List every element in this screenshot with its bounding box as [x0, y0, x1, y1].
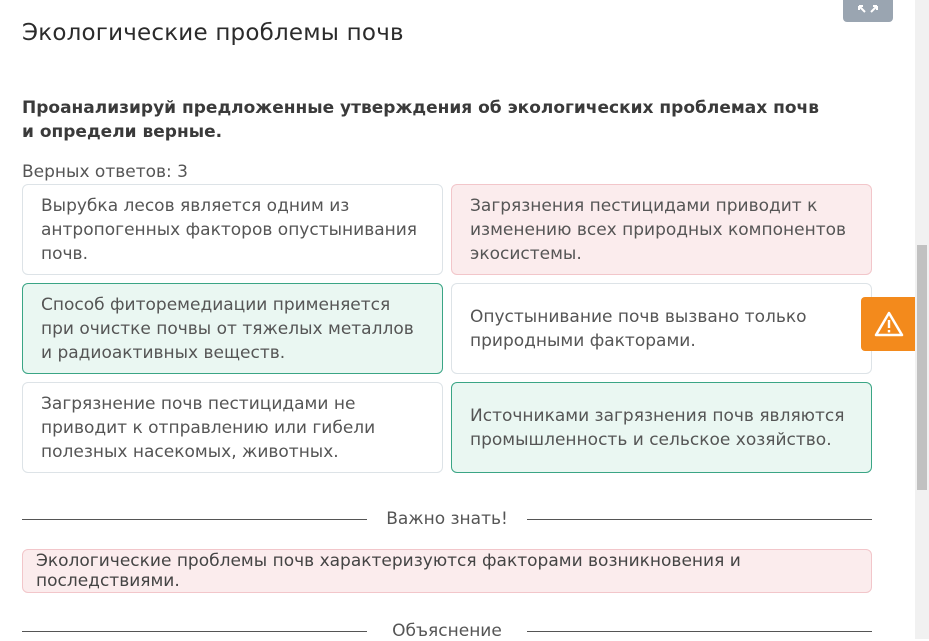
option-card[interactable]: [451, 283, 872, 374]
expand-icon: [856, 4, 880, 18]
important-divider: [22, 509, 872, 529]
option-card[interactable]: [22, 184, 443, 275]
answers-count: Верных ответов: 3: [22, 162, 188, 182]
report-button[interactable]: [861, 297, 917, 351]
explanation-divider: [22, 621, 872, 641]
option-card[interactable]: [451, 382, 872, 473]
option-text: Загрязнения пестицидами приводит к изменению всех природных компонентов экосистемы.: [470, 195, 847, 264]
warning-icon: [874, 310, 904, 338]
scrollbar-thumb[interactable]: [917, 245, 927, 490]
option-text: Опустынивание почв вызвано только природными факторами.: [470, 306, 807, 351]
option-card[interactable]: [451, 184, 872, 275]
option-card[interactable]: [22, 283, 443, 374]
option-text: Вырубка лесов является одним из антропогенных факторов опустынивания почв.: [41, 195, 418, 264]
option-card[interactable]: [22, 382, 443, 473]
explanation-label[interactable]: Объяснение: [392, 621, 502, 641]
page-title: Экологические проблемы почв: [22, 20, 404, 46]
expand-button[interactable]: [843, 0, 893, 22]
option-text: Способ фиторемедиации применяется при очистке почвы от тяжелых металлов и радиоактивных веществ.: [41, 294, 414, 363]
option-text: Источниками загрязнения почв являются промышленность и сельское хозяйство.: [470, 405, 845, 450]
option-text: Загрязнение почв пестицидами не приводит к отправлению или гибели полезных насекомых, животных.: [41, 393, 376, 462]
important-label: Важно знать!: [386, 509, 508, 529]
important-fact: Экологические проблемы почв характеризуются факторами возникновения и последствиями.: [22, 549, 872, 593]
question-text: Проанализируй предложенные утверждения об экологических проблемах почв и определи верные.: [22, 98, 819, 142]
